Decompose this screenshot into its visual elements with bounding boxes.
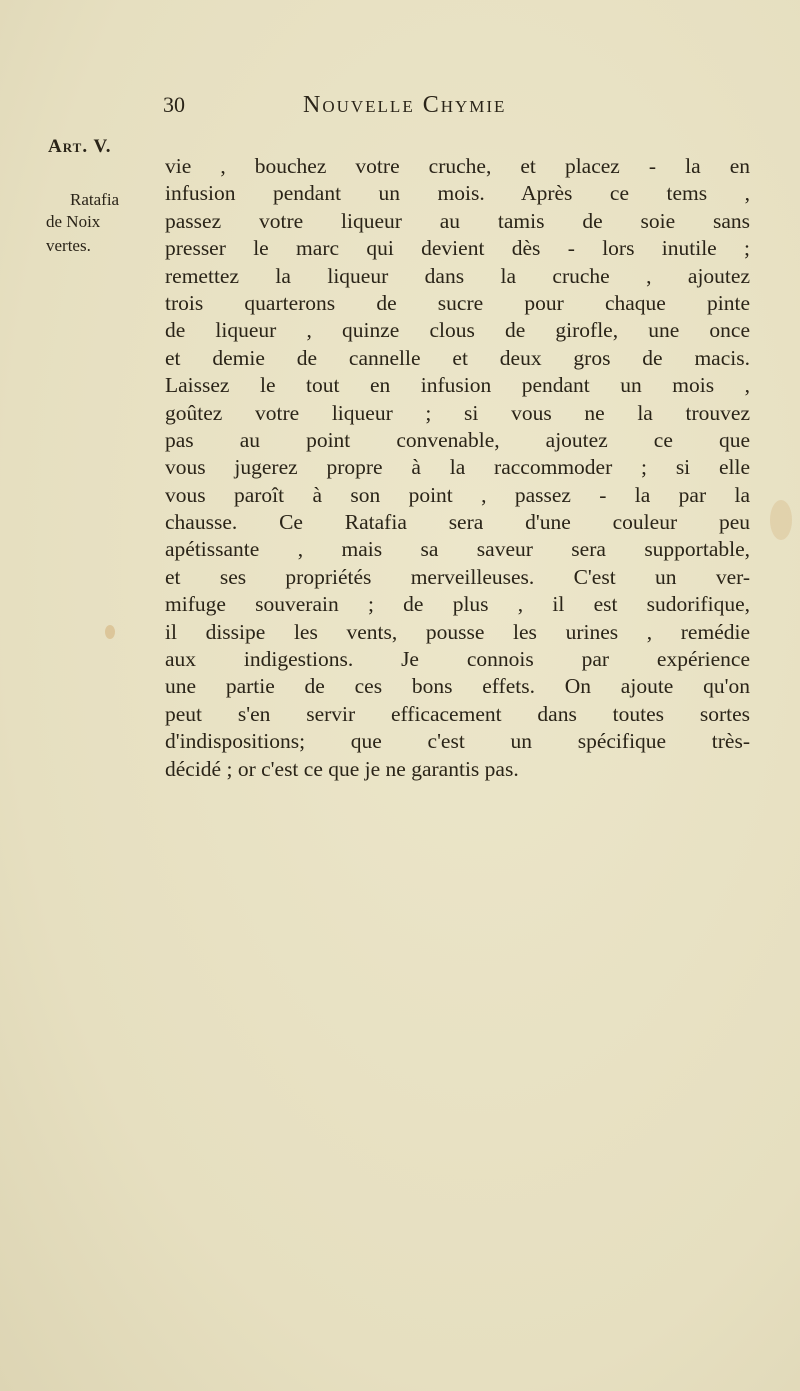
margin-note-line: Ratafia [70,190,120,209]
text-line: Laissez le tout en infusion pendant un mois , [165,373,750,398]
text-line: remettez la liqueur dans la cruche , ajoutez [165,263,750,288]
text-line: apétissante , mais sa saveur sera supportable, [165,537,750,562]
text-line: peut s'en servir efficacement dans toutes sortes [165,701,750,726]
text-line: presser le marc qui devient dès - lors inutile ; [165,236,750,261]
body-text [165,153,750,783]
text-line: passez votre liqueur au tamis de soie sans [165,208,750,233]
running-title: Nouvelle Chymie [303,92,507,118]
text-line: décidé ; or c'est ce que je ne garantis pas. [165,756,519,781]
text-line: vous jugerez propre à la raccommoder ; si elle [165,455,750,480]
margin-note-line: de Noix [46,212,101,231]
text-line: infusion pendant un mois. Après ce tems , [165,181,750,206]
text-line: pas au point convenable, ajoutez ce que [165,427,750,452]
page-number: 30 [163,92,185,117]
text-line: goûtez votre liqueur ; si vous ne la trouvez [165,400,750,425]
text-line: de liqueur , quinze clous de girofle, une once [165,318,750,343]
text-line: mifuge souverain ; de plus , il est sudorifique, [165,592,750,617]
margin-note-line: vertes. [46,236,91,255]
text-line: aux indigestions. Je connois par expérience [165,647,750,672]
text-line: il dissipe les vents, pousse les urines , remédie [165,619,750,644]
text-line: trois quarterons de sucre pour chaque pinte [165,290,750,315]
stain [770,500,792,540]
text-line: vous paroît à son point , passez - la par la [165,482,750,507]
text-line: vie , bouchez votre cruche, et placez - la en [165,154,750,178]
text-line: une partie de ces bons effets. On ajoute qu'on [165,674,750,699]
article-label: Art. V. [48,136,112,157]
text-line: et demie de cannelle et deux gros de macis. [165,345,750,370]
text-line: et ses propriétés merveilleuses. C'est un ver- [165,564,750,589]
text-line: d'indispositions; que c'est un spécifique très- [165,729,750,754]
text-line: chausse. Ce Ratafia sera d'une couleur peu [165,510,750,535]
stain [105,625,115,639]
running-header [163,92,753,122]
